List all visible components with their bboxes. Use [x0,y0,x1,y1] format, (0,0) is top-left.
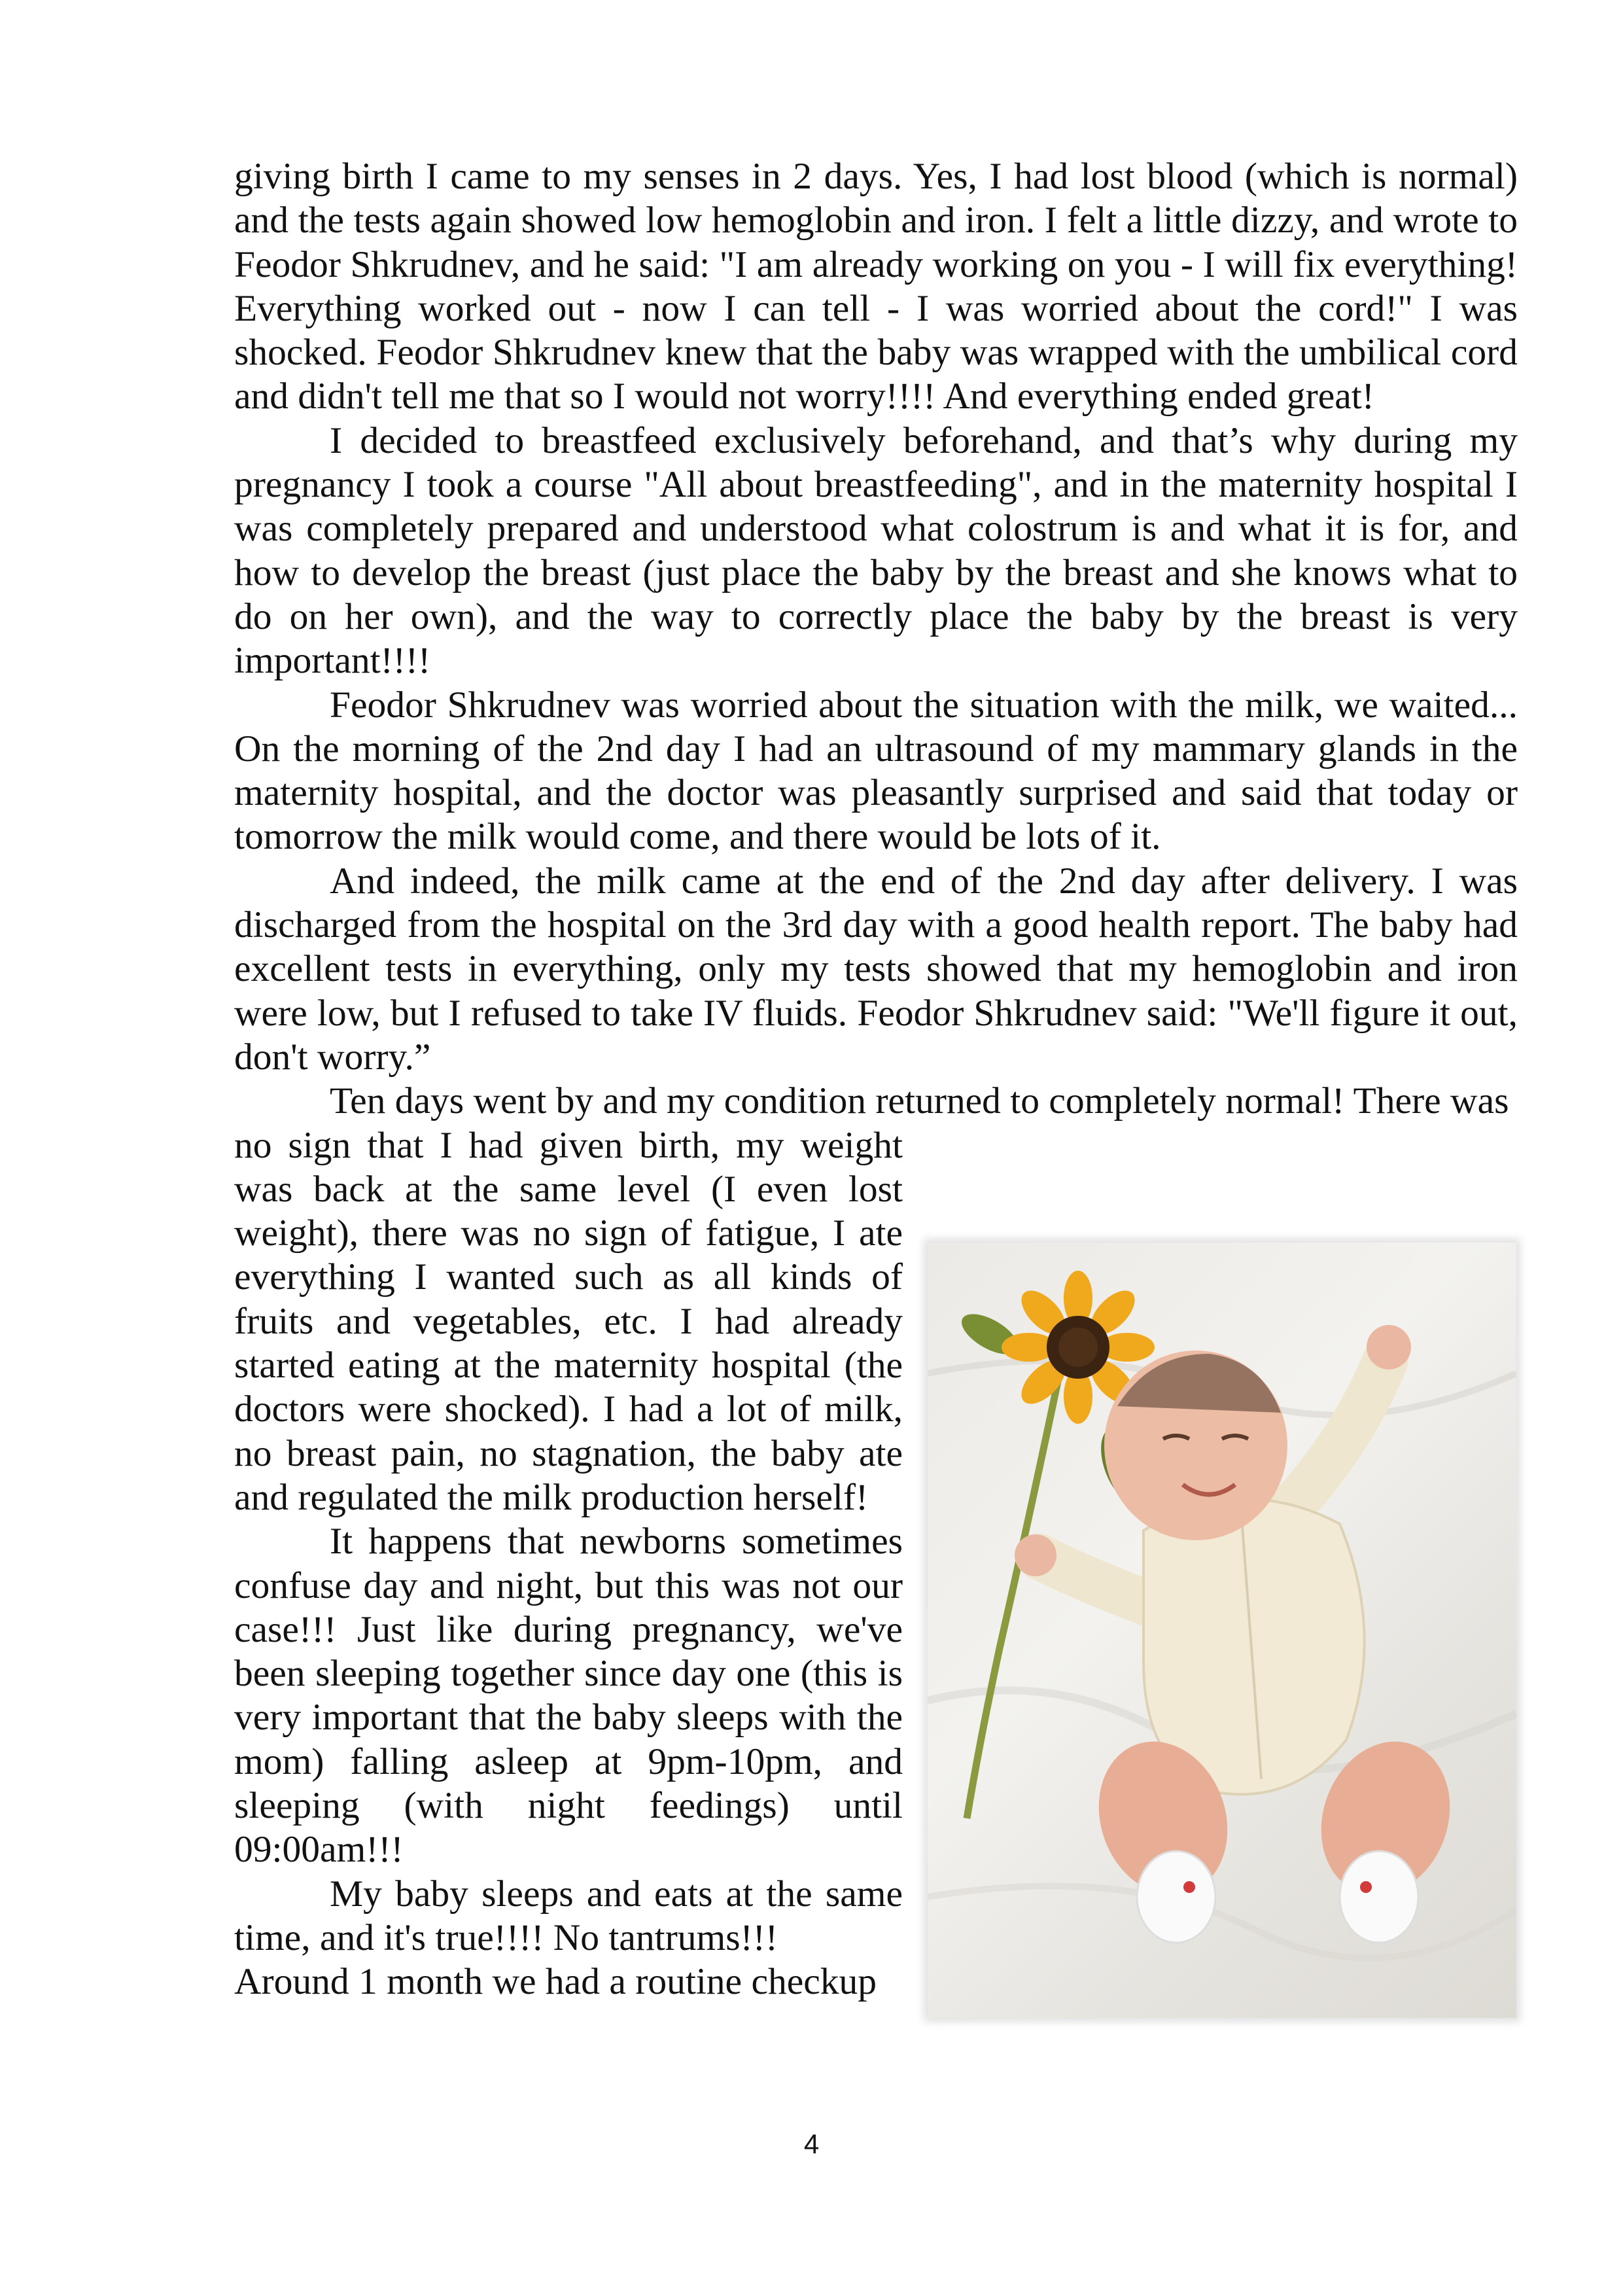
paragraph-8: Around 1 month we had a routine checkup [234,1961,877,2003]
paragraph-1: giving birth I came to my senses in 2 days. Yes, I had lost blood (which is normal) and the tests again showed low hemoglobin and iron. I felt a little dizzy, and wrote to Feodor Shkrudnev, and he said: "I am already working on you - I will fix everything! Everything worked out - now I can tell - I was worried about the cord!" I was shocked. Feodor Shkrudnev knew that the baby was wrapped with the umbilical cord and didn't tell me that so I would not worry!!!! And everything ended great! [234,156,1518,417]
baby-sunflower-photo [928,1243,1516,2018]
paragraph-7: My baby sleeps and eats at the same time, and it's true!!!! No tantrums!!! [234,1873,903,1958]
paragraph-2: I decided to breastfeed exclusively beforehand, and that’s why during my pregnancy I took a course "All about breastfeeding", and in the maternity hospital I was completely prepared and understood what colostrum is and what it is for, and how to develop the breast (just place the baby by the breast and she knows what to do on her own), and the way to correctly place the baby by the breast is very important!!!! [234,419,1518,682]
page-number: 4 [803,2128,820,2159]
paragraph-6: It happens that newborns sometimes confuse day and night, but this was not our case!!! Just like during pregnancy, we've been sleeping together since day one (this is very important that the baby sleeps with the mom) falling asleep at 9pm-10pm, and sleeping (with night feedings) until 09:00am!!! [234,1521,903,1871]
paragraph-5-continued: no sign that I had given birth, my weight was back at the same level (I even lost weight), there was no sign of fatigue, I ate everything I wanted such as all kinds of fruits and vegetables, etc. I had already started eating at the maternity hospital (the doctors were shocked). I had a lot of milk, no breast pain, no stagnation, the baby ate and regulated the milk production herself! [234,1124,903,1518]
paragraph-5-start: Ten days went by and my condition returned to completely normal! There was [330,1080,1509,1122]
paragraph-4: And indeed, the milk came at the end of the 2nd day after delivery. I was discharged from the hospital on the 3rd day with a good health report. The baby had excellent tests in everything, only my tests showed that my hemoglobin and iron were low, but I refused to take IV fluids. Feodor Shkrudnev said: "We'll figure it out, don't worry.” [234,860,1518,1078]
photo-illustration [928,1243,1516,2018]
paragraph-3: Feodor Shkrudnev was worried about the situation with the milk, we waited... On the morning of the 2nd day I had an ultrasound of my mammary glands in the maternity hospital, and the doctor was pleasantly surprised and said that today or tomorrow the milk would come, and there would be lots of it. [234,684,1518,858]
